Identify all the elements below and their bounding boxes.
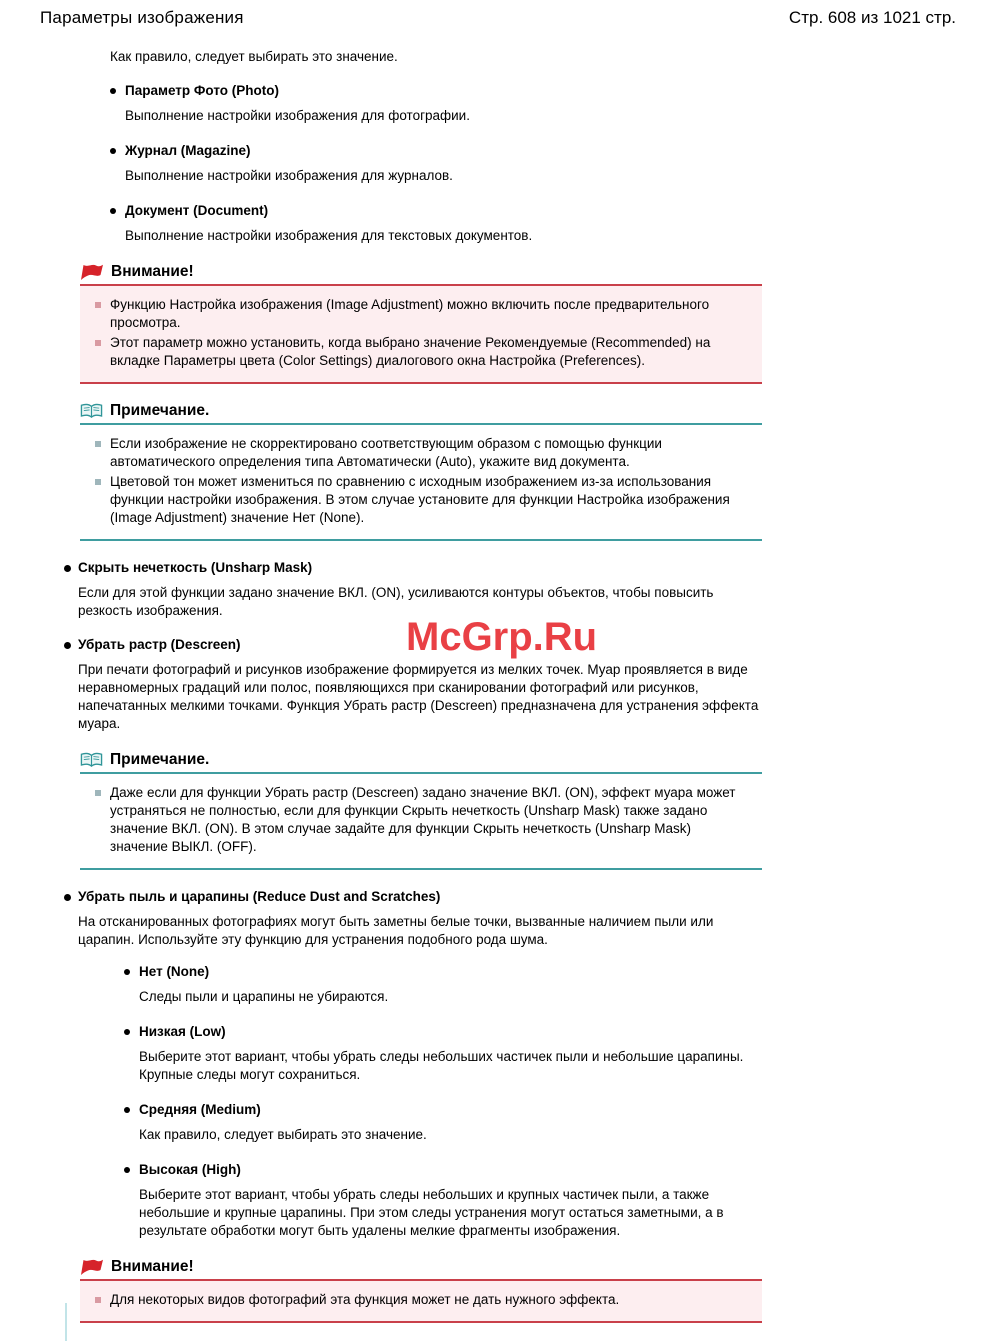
item-desc: Как правило, следует выбирать это значение.: [139, 1127, 427, 1142]
item-desc: При печати фотографий и рисунков изображение формируется из мелких точек. Муар проявляется в виде неравномерных градаций или полос, появляющихся при сканировании фотографий или рисунков, напечатанных мелкими точками. Функция Убрать растр (Descreen) предназначена для устранения эффекта муара.: [78, 662, 759, 731]
list-item: [124, 1161, 762, 1240]
attention-body: [80, 284, 762, 384]
item-desc: Выберите этот вариант, чтобы убрать следы небольших и крупных частичек пыли, а также небольшие и крупные царапины. При этом следы устранения могут остаться заметными, а в результате обработки могут быть удалены мелкие фрагменты изображения.: [139, 1187, 724, 1238]
item-desc: Выполнение настройки изображения для текстовых документов.: [125, 228, 533, 243]
item-label: Скрыть нечеткость (Unsharp Mask): [78, 560, 313, 575]
note-item: Даже если для функции Убрать растр (Descreen) задано значение ВКЛ. (ON), эффект муара может устраняться не полностью, если для функции Скрыть нечеткость (Unsharp Mask) также задано значение ВКЛ. (ON). В этом случае задайте для функции Скрыть нечеткость (Unsharp Mask) значение ВЫКЛ. (OFF).: [94, 784, 742, 856]
note-body: [80, 772, 762, 870]
dust-options-list: [78, 963, 762, 1240]
flag-icon: [80, 1259, 104, 1276]
intro-text: Как правило, следует выбирать это значение.: [110, 49, 398, 64]
item-label: Журнал (Magazine): [125, 143, 251, 158]
attention-body: [80, 1279, 762, 1323]
note-title: [80, 751, 762, 769]
watermark: McGrp.Ru: [406, 615, 598, 659]
attention-item: Функцию Настройка изображения (Image Adjustment) можно включить после предварительного просмотра.: [94, 296, 742, 332]
attention-item: Этот параметр можно установить, когда выбрано значение Рекомендуемые (Recommended) на вкладке Параметры цвета (Color Settings) диалогового окна Настройка (Preferences).: [94, 334, 742, 370]
note-item: Если изображение не скорректировано соответствующим образом с помощью функции автоматического определения типа Автоматически (Auto), укажите вид документа.: [94, 435, 742, 471]
attention-title: [80, 263, 762, 281]
item-desc: Выполнение настройки изображения для фотографии.: [125, 108, 470, 123]
item-desc: Следы пыли и царапины не убираются.: [139, 989, 389, 1004]
attention-title-text: Внимание!: [111, 1258, 194, 1275]
item-label: Низкая (Low): [139, 1024, 226, 1039]
attention-title: [80, 1258, 762, 1276]
item-label: Убрать растр (Descreen): [78, 637, 241, 652]
note-item: Цветовой тон может измениться по сравнению с исходным изображением из-за использования функции настройки изображения. В этом случае установите для функции Настройка изображения (Image Adjustment) значение Нет (None).: [94, 473, 742, 527]
attention-title-text: Внимание!: [111, 263, 194, 280]
photo-options-list: [64, 82, 762, 245]
page-header: [0, 0, 1000, 28]
item-label: Убрать пыль и царапины (Reduce Dust and Scratches): [78, 889, 441, 904]
note-title-text: Примечание.: [110, 402, 210, 419]
item-desc: Если для этой функции задано значение ВКЛ. (ON), усиливаются контуры объектов, чтобы повысить резкость изображения.: [78, 585, 714, 618]
list-item: [110, 202, 762, 245]
content: [0, 28, 1000, 1323]
list-item: [110, 82, 762, 125]
attention-box-2: [80, 1258, 762, 1323]
flag-icon: [80, 264, 104, 281]
list-item: [124, 1023, 762, 1084]
setting-descreen: [64, 636, 762, 733]
note-title: [80, 402, 762, 420]
item-desc: Выполнение настройки изображения для журналов.: [125, 168, 453, 183]
book-icon: [80, 403, 103, 419]
item-label: Документ (Document): [125, 203, 269, 218]
list-item: [124, 963, 762, 1006]
attention-item: Для некоторых видов фотографий эта функция может не дать нужного эффекта.: [94, 1291, 742, 1309]
page-edge-artifact: [65, 1303, 67, 1341]
list-item: [110, 142, 762, 185]
item-label: Нет (None): [139, 964, 210, 979]
item-desc: На отсканированных фотографиях могут быть заметны белые точки, вызванные наличием пыли или царапин. Используйте эту функцию для устранения подобного рода шума.: [78, 914, 714, 947]
item-label: Высокая (High): [139, 1162, 241, 1177]
note-box-1: [80, 402, 762, 541]
item-label: Средняя (Medium): [139, 1102, 261, 1117]
page-number: Стр. 608 из 1021 стр.: [788, 8, 956, 27]
book-icon: [80, 752, 103, 768]
attention-box-1: [80, 263, 762, 384]
item-desc: Выберите этот вариант, чтобы убрать следы небольших частичек пыли и небольшие царапины. Крупные следы могут сохраниться.: [139, 1049, 744, 1082]
list-item: [124, 1101, 762, 1144]
setting-unsharp-mask: [64, 559, 762, 620]
note-body: [80, 423, 762, 541]
item-label: Параметр Фото (Photo): [125, 83, 279, 98]
note-box-2: [80, 751, 762, 870]
setting-reduce-dust: [64, 888, 762, 1240]
page-title: Параметры изображения: [40, 8, 244, 27]
note-title-text: Примечание.: [110, 751, 210, 768]
